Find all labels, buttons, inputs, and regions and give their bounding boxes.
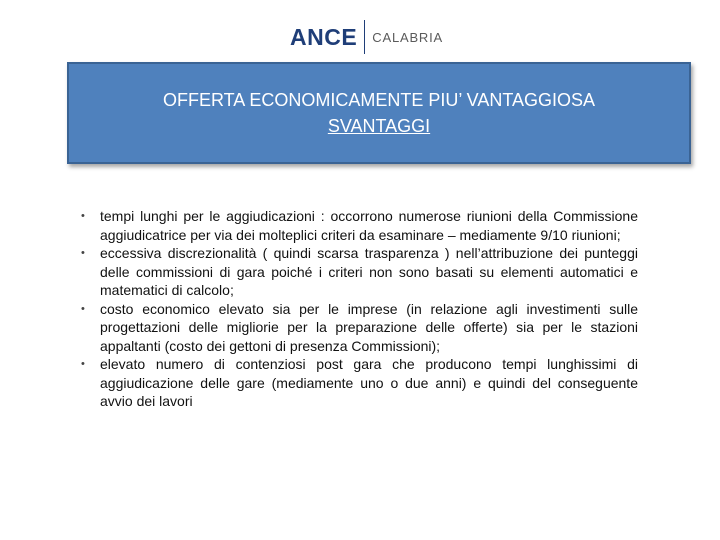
bullet-icon: • (81, 247, 85, 259)
slide-subtitle: SVANTAGGI (327, 116, 431, 136)
slide-title: OFFERTA ECONOMICAMENTE PIU’ VANTAGGIOSA (162, 90, 596, 110)
list-item (78, 355, 638, 411)
list-item (78, 244, 638, 300)
list-item (78, 300, 638, 356)
list-item-text: elevato numero di contenziosi post gara che producono tempi lunghissimi di aggiudicazione delle gare (mediamente uno o due anni) e quindi del conseguente avvio dei lavori (100, 356, 638, 409)
bullet-list (78, 207, 638, 411)
title-box (67, 62, 691, 164)
ance-calabria-logo (277, 14, 443, 60)
bullet-icon: • (81, 210, 85, 222)
list-item-text: eccessiva discrezionalità ( quindi scarsa trasparenza ) nell’attribuzione dei punteggi delle commissioni di gara poiché i criteri non sono basati su elementi automatici e matematici di calcolo; (100, 245, 638, 298)
bullet-icon: • (81, 358, 85, 370)
list-item-text: tempi lunghi per le aggiudicazioni : occorrono numerose riunioni della Commissione aggiudicatrice per via dei molteplici criteri da esaminare – mediamente 9/10 riunioni; (100, 208, 638, 243)
list-item (78, 207, 638, 244)
logo-main-text: ANCE (290, 23, 358, 50)
list-item-text: costo economico elevato sia per le imprese (in relazione agli investimenti sulle progettazioni delle migliorie per la preparazione delle offerte) sia per le stazioni appaltanti (costo dei gettoni di presenza Commissioni); (100, 300, 638, 354)
logo-sub-text: CALABRIA (372, 29, 443, 45)
bullet-icon: • (81, 302, 85, 315)
